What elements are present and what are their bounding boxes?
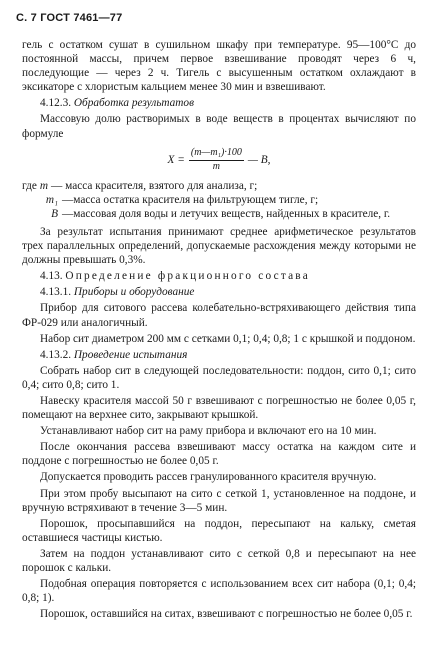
formula-numerator: (m—m₁)·100 (189, 147, 244, 161)
paragraph-weigh: После окончания рассева взвешивают массу остатка на каждом сите и поддоне с погрешностью не более 0,05 г. (22, 441, 416, 468)
paragraph-result: За результат испытания принимают среднее арифметическое результатов трех параллельных определений, допускаемые расхождения между которыми не должны превышать 0,3%. (22, 225, 416, 267)
section-4-13-heading (22, 269, 416, 283)
symbol-b: B (51, 207, 58, 220)
section-4-13-1-heading (22, 285, 416, 299)
symbol-m: m (39, 179, 49, 192)
formula-lhs: X = (167, 153, 185, 166)
paragraph-manual: Допускается проводить рассев гранулированного красителя вручную. (40, 471, 377, 484)
definition-m1-text: —масса остатка красителя на фильтрующем тигле, г; (62, 193, 319, 206)
paragraph-formula-intro: Массовую долю растворимых в воде веществ в процентах вычисляют по формуле (22, 113, 416, 140)
definition-b-text: —массовая доля воды и летучих веществ, найденных в красителе, г. (62, 207, 391, 220)
paragraph-sieve-set: Набор сит диаметром 200 мм с сетками 0,1; 0,4; 0,8; 1 с крышкой и поддоном. (40, 332, 416, 345)
paragraph-repeat: Подобная операция повторяется с использованием всех сит набора (0,1; 0,4; 0,8; 1). (22, 578, 416, 605)
paragraph-next-sieve: Затем на поддон устанавливают сито с сеткой 0,8 и пересыпают на нее порошок с кальки. (22, 547, 416, 574)
definition-m1 (22, 193, 416, 207)
paragraph-powder-tracing: Порошок, просыпавшийся на поддон, пересыпают на кальку, сметая оставшиеся частицы кистью. (22, 517, 416, 544)
paragraph-manual-procedure: При этом пробу высыпают на сито с сеткой 1, установленное на поддоне, и вручную встряхивают в течение 3—5 мин. (22, 487, 416, 514)
paragraph-drying: гель с остатком сушат в сушильном шкафу при температуре. 95—100°С до постоянной массы, причем первое взвешивание проводят через 6 ч, последующие — через 2 ч. Тигель с высушенным остатком охлаждают в эксикаторе с хлористым кальцием менее 30 мин и взвешивают. (22, 39, 416, 94)
symbol-m1: m₁ (45, 193, 58, 206)
paragraph-device: Прибор для ситового рассева колебательно-встряхивающего действия типа ФР-029 или аналогичный. (22, 302, 416, 329)
formula (22, 147, 416, 173)
definition-m-text: — масса красителя, взятого для анализа, г; (51, 179, 258, 192)
section-number: 4.13. (40, 270, 66, 283)
section-number: 4.13.1. (40, 286, 74, 299)
formula-fraction (189, 147, 244, 173)
formula-rhs: — B, (247, 153, 271, 166)
formula-definitions (22, 179, 416, 221)
paragraph-final-weigh: Порошок, оставшийся на ситах, взвешивают с погрешностью не более 0,05 г. (40, 608, 413, 621)
where-label: где (22, 179, 37, 192)
definition-b (22, 207, 416, 221)
page-header: С. 7 ГОСТ 7461—77 (16, 12, 123, 24)
section-4-13-2-heading (22, 348, 416, 362)
section-title: Проведение испытания (73, 348, 188, 361)
section-title: Обработка результатов (73, 97, 194, 110)
section-title: Приборы и оборудование (73, 286, 195, 299)
formula-denominator: m (212, 160, 220, 172)
section-number: 4.13.2. (40, 348, 74, 361)
section-title: Определение фракционного состава (65, 270, 310, 283)
section-4-12-3-heading (22, 96, 416, 110)
section-number: 4.12.3. (40, 97, 74, 110)
paragraph-install: Устанавливают набор сит на раму прибора и включают его на 10 мин. (40, 425, 377, 438)
paragraph-sample: Навеску красителя массой 50 г взвешивают с погрешностью не более 0,05 г, помещают на верхнее сито, закрывают крышкой. (22, 394, 416, 422)
paragraph-assemble: Собрать набор сит в следующей последовательности: поддон, сито 0,1; сито 0,4; сито 0,8; сито 1. (22, 364, 416, 391)
page-body (22, 38, 416, 623)
definition-m (22, 179, 416, 193)
